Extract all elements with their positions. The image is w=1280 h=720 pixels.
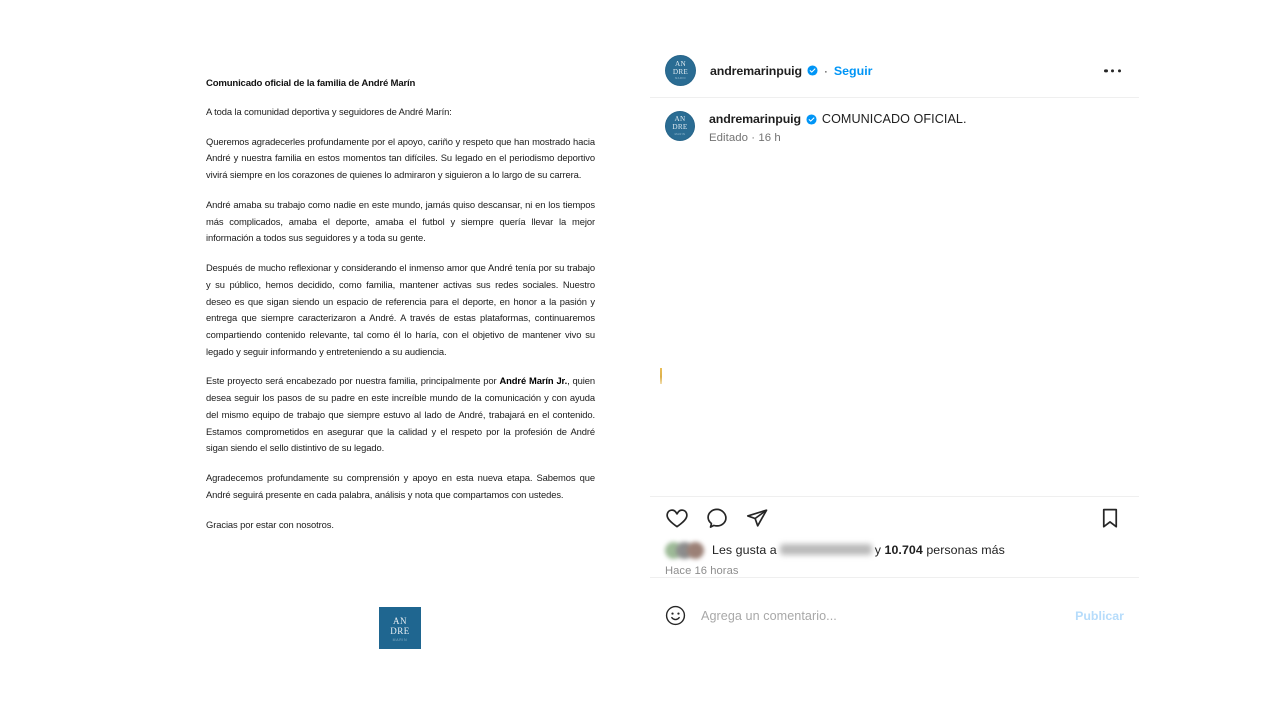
likes-content [665,541,1124,559]
caption-verified-badge-icon [806,114,817,125]
logo-line-2: DRE [390,626,410,636]
post-caption-block [650,98,1139,144]
emoji-picker-icon[interactable] [665,605,686,626]
document-logo [379,607,421,649]
media-render-artifact [660,368,662,384]
document-paragraph-4-bold: André Marín Jr. [499,375,568,387]
liker-avatars-stack [665,541,707,559]
likes-prefix: Les gusta a [712,543,777,557]
likes-suffix: personas más [926,543,1005,557]
comment-input[interactable] [699,608,1065,624]
document-lead: A toda la comunidad deportiva y seguidores de André Marín: [206,105,452,117]
share-icon[interactable] [745,506,769,530]
more-dot-2 [1111,69,1114,72]
logo-subtitle: MARIN [392,638,408,642]
document-paragraph-1: Queremos agradecerles profundamente por el apoyo, cariño y respeto que han mostrado hacia André y nuestra familia en estos momentos tan difíciles. Su legado en el periodismo deportivo vivirá siempre en los corazones de quienes lo admiraron y siguieron a lo largo de su carrera. [206,135,595,181]
liker-avatar-3 [687,542,704,559]
document-paragraph-2: André amaba su trabajo como nadie en este mundo, jamás quiso descansar, ni en los tiempos más complicados, amaba el deporte, amaba el futbol y siempre quería llevar la mejor información a todos sus seguidores y a toda su gente. [206,198,595,244]
more-dot-3 [1118,69,1121,72]
caption-avatar-subtitle: MARIN [674,132,686,136]
document-body [206,78,595,546]
logo-line-1: AN [392,616,408,626]
comment-icon[interactable] [705,506,729,530]
composer-divider [650,577,1139,578]
post-timestamp: Hace 16 horas [665,565,739,577]
document-paragraph-3: Después de mucho reflexionar y considerando el inmenso amor que André tenía por su trabajo y su público, hemos decidido, como familia, mantener activas sus redes sociales. Nuestro deseo es que sigan siendo un espacio de referencia para el deporte, en honor a la pasión y entrega que siempre caracterizaron a André. A través de estas plataformas, continuaremos compartiendo contenido relevante, tal como él lo haría, con el objetivo de mantener vivo su legado y seguir informando y entreteniendo a su audiencia. [206,262,595,357]
caption-username-link[interactable]: andremarinpuig [709,112,801,126]
like-icon[interactable] [665,506,689,530]
document-paragraph-6: Gracias por estar con nosotros. [206,518,334,530]
more-dot-1 [1104,69,1107,72]
post-media-region[interactable] [650,144,1139,496]
save-bookmark-icon[interactable] [1099,507,1121,529]
likes-conjunction: y [874,543,882,557]
caption-avatar-line-1: AN [674,115,686,124]
header-separator-dot: · [823,63,828,78]
post-action-bar [650,497,1139,539]
post-header [650,44,1139,97]
more-options-icon[interactable] [1104,69,1121,72]
avatar-line-2: DRE [672,67,689,76]
caption-avatar[interactable] [665,111,695,141]
author-avatar[interactable] [665,55,696,86]
caption-line [709,112,967,126]
likes-text [712,543,1005,557]
caption-avatar-line-2: DRE [672,123,688,131]
document-paragraph-4-before: Este proyecto será encabezado por nuestra familia, principalmente por [206,375,500,387]
document-title: Comunicado oficial de la familia de André Marín [206,78,416,89]
follow-button[interactable]: Seguir [833,63,873,78]
blurred-liker-username[interactable] [780,544,872,555]
caption-edited-meta: Editado · 16 h [709,132,781,144]
instagram-post-panel [650,44,1139,673]
document-paragraph-4 [206,373,595,457]
avatar-subtitle: MARIN [675,77,686,81]
verified-badge-icon [807,65,818,76]
author-username-link[interactable]: andremarinpuig [710,63,802,78]
document-paragraph-5: Agradecemos profundamente su comprensión y apoyo en esta nueva etapa. Sabemos que André seguirá presente en cada palabra, análisis y nota que compartamos con ustedes. [206,472,595,500]
comment-composer [650,593,1139,638]
publish-comment-button[interactable]: Publicar [1075,608,1124,623]
caption-text-wrap [709,111,967,144]
caption-text: COMUNICADO OFICIAL. [821,112,967,126]
post-likes-row [650,539,1139,559]
post-header-meta [710,64,872,78]
andre-marin-logo-mark [379,607,421,649]
likes-count: 10.704 [884,543,923,557]
avatar-line-1: AN [675,59,686,68]
document-paragraph-4-after: , quien desea seguir los pasos de su padre en este increíble mundo de la comunicación y con ayuda del mismo equipo de trabajo que siempre estuvo al lado de André, trabajará en el contenido. Estamos comprometidos en asegurar que la calidad y el respeto por la profesión de André sigan siendo el sello distintivo de su legado. [206,375,595,454]
